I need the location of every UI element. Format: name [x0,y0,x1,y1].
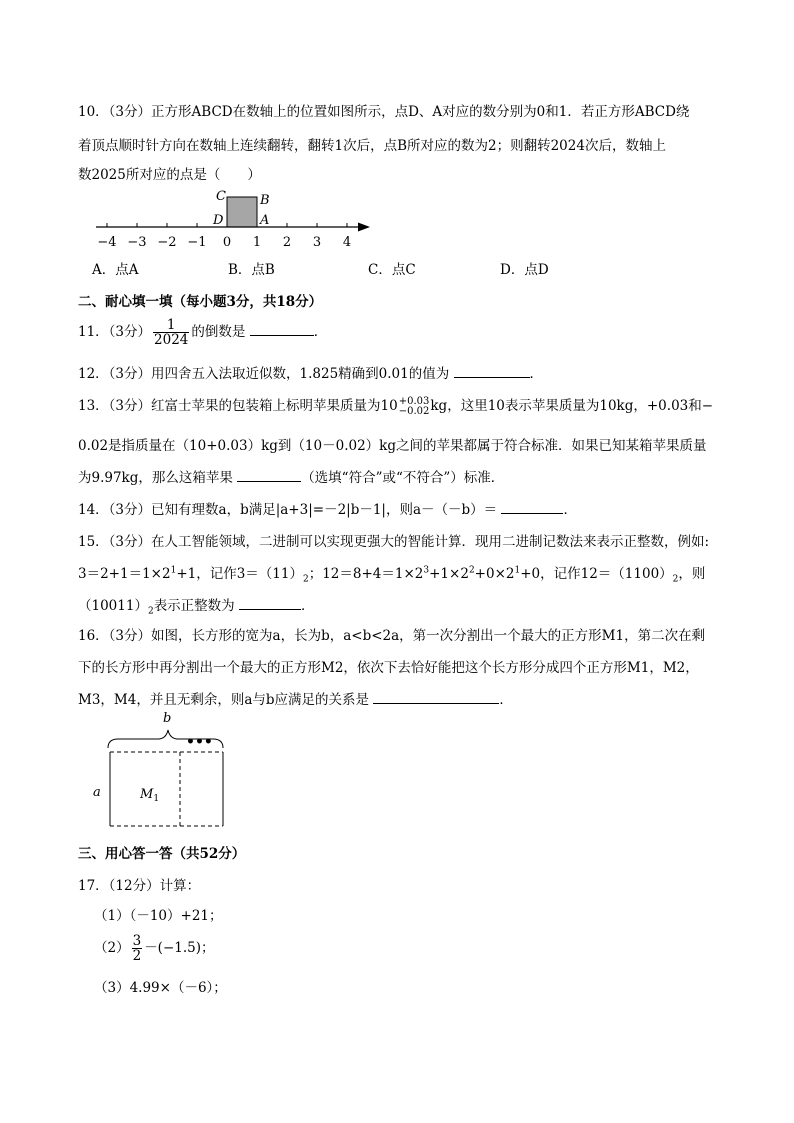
q10-option-d: D．点D [500,262,549,278]
q16-line1: 16．（3分）如图，长方形的宽为a，长为b，a<b<2a，第一次分割出一个最大的正方形M1，第二次在剩 [78,628,706,644]
q15-answer-blank [239,597,301,610]
q13-tolerance: +0.03 −0.02 [398,395,430,417]
q15-line1: 15．（3分）在人工智能领域，二进制可以实现更强大的智能计算．现用二进制记数法来表示正整数，例如: [78,534,710,550]
q13-answer-blank [237,469,301,482]
number-line-figure [90,184,380,254]
q17-part1: （1）（－10）+21； [94,908,223,924]
q17-part3: （3）4.99×（－6）； [94,980,227,996]
axis-tick-label: −1 [187,235,207,250]
square-abcd [227,197,257,227]
q14-answer-blank [501,501,563,514]
q10-option-c: C．点C [368,262,416,278]
q13-line1: 13．（3分）红富士苹果的包装箱上标明苹果质量为10 +0.03 −0.02 kg，这里10表示苹果质量为10kg，+0.03和− [78,395,714,417]
axis-tick-label: 0 [222,235,232,250]
q10-option-b: B．点B [228,262,275,278]
q15-line3: $(10011)_2$表示正整数为 ． [78,598,315,617]
section2-heading: 二、耐心填一填（每小题3分，共18分） [78,294,323,310]
label-b-length: b [163,711,172,726]
q10-option-a: A．点A [92,262,139,278]
q11-fraction: $\frac{1}{2024}$ [154,317,189,348]
dots: ••• [186,734,213,750]
q13-line3: 为9.97kg，那么这箱苹果 （选填“符合”或“不符合”）标准． [78,470,505,486]
q16-line3: M3，M4，并且无剩余，则a与b应满足的关系是 ． [78,692,513,708]
rectangle-figure [88,708,238,834]
q13-line2: 0.02是指质量在（10+0.03）kg到（10－0.02）kg之间的苹果都属于符合标准．如果已知某箱苹果质量 [78,438,707,454]
q12-answer-blank [454,365,530,378]
q17-fraction: $\frac{3}{2}$ [132,933,142,964]
q11-answer-blank [250,323,314,336]
axis-arrow [358,223,370,232]
axis-tick-label: 4 [342,235,352,250]
axis-tick-label: 1 [252,235,262,250]
section3-heading: 三、用心答一答（共52分） [78,846,246,862]
axis-tick-label: −2 [157,235,177,250]
axis-tick-label: 2 [282,235,292,250]
label-b: B [260,193,270,208]
axis-tick-label: −4 [97,235,117,250]
label-a: A [260,213,270,228]
q10-line1: 10．（3分）正方形ABCD在数轴上的位置如图所示，点D、A对应的数分别为0和1．若正方形ABCD绕 [78,104,690,120]
q16-line2: 下的长方形中再分割出一个最大的正方形M2，依次下去恰好能把这个长方形分成四个正方形M1，M2， [78,660,699,676]
q17-title: 17．（12分）计算： [78,878,201,894]
q17-part2: （2） $\frac{3}{2}$ －(−1.5)； [94,933,215,964]
q16-answer-blank [373,691,499,704]
label-m1: $M_1$ [140,787,160,804]
q10-line3: 数2025所对应的点是（ ） [78,167,261,183]
label-d: D [213,213,224,228]
q11: 11．（3分） $\frac{1}{2024}$ 的倒数是 ． [78,317,328,348]
label-c: C [216,189,226,204]
q15-line2: $3=2+1=1\times 2^1+1$，记作$3=(11)_2$；$12=8+4=1\times 2^3+1\times 2^2+0\times 2^1+0$，记作$12=(1100)_2$，则 [78,565,706,585]
q10-line2: 着顶点顺时针方向在数轴上连续翻转，翻转1次后，点B所对应的数为2；则翻转2024次后，数轴上 [78,138,666,154]
axis-tick-label: 3 [312,235,322,250]
label-a-width: a [93,785,101,800]
q12: 12．（3分）用四舍五入法取近似数，1.825精确到0.01的值为 ． [78,366,544,382]
q14: 14．（3分）已知有理数a，b满足|a+3|=－2|b－1|，则a－（－b）＝ ． [78,502,577,518]
axis-tick-label: −3 [127,235,147,250]
